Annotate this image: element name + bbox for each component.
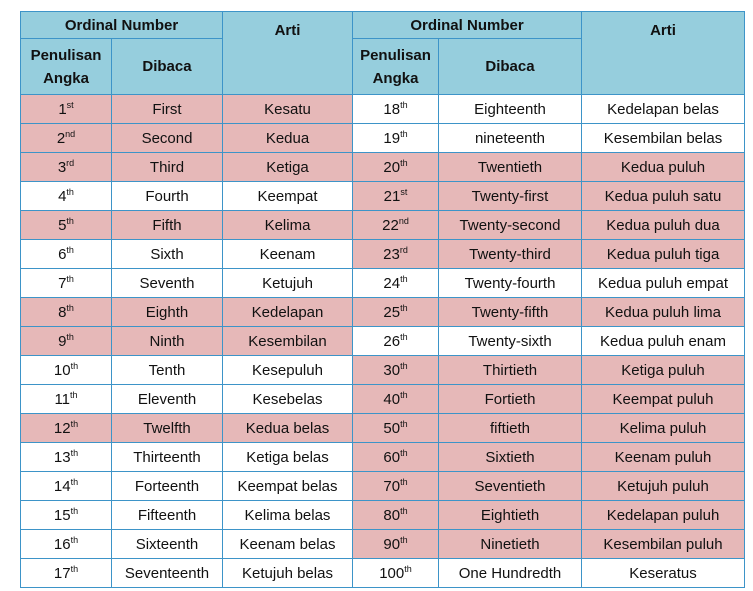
arti-cell: Ketiga puluh (582, 356, 745, 385)
ordinal-suffix: th (66, 302, 74, 313)
dibaca-cell: Twenty-fifth (439, 298, 582, 327)
ordinal-suffix: th (70, 418, 79, 429)
table-row (21, 414, 745, 443)
ordinal-number: 80 (383, 506, 401, 524)
dibaca-cell: Seventeenth (112, 559, 223, 588)
arti-cell: Kedua puluh (582, 153, 745, 182)
ordinal-number-cell (353, 95, 439, 124)
ordinal-number: 4 (58, 187, 67, 205)
dibaca-cell: Fifth (112, 211, 223, 240)
ordinal-suffix: th (400, 273, 408, 284)
header-row-group (21, 12, 745, 39)
arti-cell: Kedelapan puluh (582, 501, 745, 530)
ordinal-number: 70 (383, 477, 401, 495)
ordinal-number-cell (353, 124, 439, 153)
ordinal-number-cell (353, 327, 439, 356)
ordinal-number-cell (21, 472, 112, 501)
table-row (21, 501, 745, 530)
arti-cell: Ketujuh (223, 269, 353, 298)
penulisan-line2: Angka (43, 69, 89, 87)
arti-cell: Keempat (223, 182, 353, 211)
ordinal-number: 14 (53, 477, 71, 495)
arti-header-right: Arti (582, 12, 745, 95)
ordinal-number-cell (21, 501, 112, 530)
dibaca-cell: Sixteenth (112, 530, 223, 559)
table-row (21, 124, 745, 153)
ordinal-suffix: th (66, 331, 74, 342)
dibaca-cell: First (112, 95, 223, 124)
ordinal-suffix: th (400, 389, 408, 400)
ordinal-number: 16 (53, 535, 71, 553)
arti-cell: Ketiga (223, 153, 353, 182)
ordinal-number: 30 (383, 361, 401, 379)
ordinal-number-table (20, 11, 745, 588)
arti-cell: Keenam (223, 240, 353, 269)
ordinal-suffix: th (66, 215, 74, 226)
ordinal-suffix: th (400, 302, 408, 313)
ordinal-number: 20 (383, 158, 401, 176)
table-row (21, 95, 745, 124)
ordinal-number-cell (353, 240, 439, 269)
dibaca-cell: fiftieth (439, 414, 582, 443)
table-row (21, 240, 745, 269)
ordinal-suffix: th (66, 186, 74, 197)
arti-cell: Keenam belas (223, 530, 353, 559)
arti-cell: Keempat belas (223, 472, 353, 501)
ordinal-number: 21 (383, 187, 401, 205)
ordinal-suffix: th (66, 273, 74, 284)
ordinal-suffix: th (400, 157, 408, 168)
dibaca-cell: Second (112, 124, 223, 153)
ordinal-suffix: th (70, 505, 79, 516)
ordinal-suffix: th (70, 476, 79, 487)
arti-cell: Kedua belas (223, 414, 353, 443)
dibaca-cell: Thirteenth (112, 443, 223, 472)
arti-cell: Kedua (223, 124, 353, 153)
ordinal-number-cell (21, 530, 112, 559)
arti-cell: Kedua puluh enam (582, 327, 745, 356)
dibaca-cell: Twenty-third (439, 240, 582, 269)
dibaca-cell: Seventh (112, 269, 223, 298)
ordinal-number-cell (21, 385, 112, 414)
ordinal-number-cell (353, 501, 439, 530)
ordinal-number: 18 (383, 100, 401, 118)
ordinal-number-cell (353, 211, 439, 240)
dibaca-cell: Twentieth (439, 153, 582, 182)
ordinal-number: 23 (383, 245, 400, 263)
ordinal-number: 8 (58, 303, 67, 321)
ordinal-number-cell (21, 298, 112, 327)
dibaca-cell: Twenty-sixth (439, 327, 582, 356)
arti-cell: Kedua puluh satu (582, 182, 745, 211)
ordinal-number-cell (21, 443, 112, 472)
table-row (21, 530, 745, 559)
ordinal-number: 6 (58, 245, 67, 263)
arti-cell: Kedua puluh tiga (582, 240, 745, 269)
table-row (21, 153, 745, 182)
ordinal-suffix: st (66, 99, 74, 110)
ordinal-number-cell (353, 443, 439, 472)
ordinal-number: 3 (57, 158, 67, 176)
ordinal-suffix: th (70, 447, 79, 458)
ordinal-number-cell (353, 530, 439, 559)
arti-cell: Ketiga belas (223, 443, 353, 472)
ordinal-suffix: th (400, 418, 408, 429)
ordinal-number-cell (21, 559, 112, 588)
dibaca-header-right: Dibaca (439, 39, 582, 95)
dibaca-cell: Fourth (112, 182, 223, 211)
dibaca-cell: nineteenth (439, 124, 582, 153)
dibaca-cell: Eightieth (439, 501, 582, 530)
arti-cell: Kedua puluh dua (582, 211, 745, 240)
ordinal-suffix: th (70, 534, 79, 545)
dibaca-cell: Third (112, 153, 223, 182)
dibaca-cell: Twenty-fourth (439, 269, 582, 298)
arti-cell: Kedua puluh empat (582, 269, 745, 298)
ordinal-number: 24 (383, 274, 401, 292)
ordinal-suffix: th (400, 447, 408, 458)
ordinal-number-cell (353, 153, 439, 182)
ordinal-number-cell (353, 182, 439, 211)
ordinal-number-cell (21, 356, 112, 385)
dibaca-cell: Forteenth (112, 472, 223, 501)
ordinal-number: 11 (54, 390, 71, 408)
arti-cell: Ketujuh belas (223, 559, 353, 588)
ordinal-number-cell (353, 472, 439, 501)
dibaca-cell: Twenty-second (439, 211, 582, 240)
group-title-left: Ordinal Number (21, 12, 223, 39)
dibaca-cell: Tenth (112, 356, 223, 385)
ordinal-number: 40 (383, 390, 401, 408)
arti-cell: Kelima belas (223, 501, 353, 530)
ordinal-suffix: th (400, 476, 408, 487)
ordinal-number: 1 (58, 100, 67, 118)
dibaca-cell: Ninetieth (439, 530, 582, 559)
dibaca-cell: Fortieth (439, 385, 582, 414)
ordinal-suffix: th (70, 389, 78, 400)
ordinal-number: 2 (56, 129, 66, 147)
ordinal-suffix: th (70, 563, 79, 574)
ordinal-number: 90 (383, 535, 401, 553)
ordinal-number: 100 (379, 564, 405, 582)
ordinal-number: 26 (383, 332, 401, 350)
ordinal-suffix: st (400, 186, 408, 197)
penulisan-angka-header-right (353, 39, 439, 95)
ordinal-number: 25 (383, 303, 401, 321)
group-title-right: Ordinal Number (353, 12, 582, 39)
dibaca-cell: Thirtieth (439, 356, 582, 385)
table-row (21, 356, 745, 385)
ordinal-number-cell (21, 124, 112, 153)
ordinal-number-cell (21, 95, 112, 124)
ordinal-suffix: th (400, 99, 408, 110)
ordinal-suffix: nd (398, 215, 409, 226)
arti-cell: Kelima puluh (582, 414, 745, 443)
arti-cell: Kesatu (223, 95, 353, 124)
arti-cell: Keseratus (582, 559, 745, 588)
ordinal-number-cell (353, 356, 439, 385)
ordinal-number-cell (21, 414, 112, 443)
ordinal-number: 9 (58, 332, 67, 350)
table-row (21, 385, 745, 414)
dibaca-cell: Seventieth (439, 472, 582, 501)
dibaca-cell: Sixtieth (439, 443, 582, 472)
ordinal-number: 10 (53, 361, 71, 379)
ordinal-number-cell (21, 269, 112, 298)
ordinal-suffix: th (70, 360, 79, 371)
table-row (21, 443, 745, 472)
ordinal-suffix: rd (399, 244, 408, 255)
dibaca-cell: Ninth (112, 327, 223, 356)
ordinal-number: 12 (53, 419, 71, 437)
ordinal-suffix: th (400, 360, 408, 371)
dibaca-cell: Twelfth (112, 414, 223, 443)
ordinal-number: 15 (53, 506, 71, 524)
ordinal-number: 7 (58, 274, 67, 292)
ordinal-suffix: rd (66, 157, 75, 168)
ordinal-suffix: th (400, 505, 408, 516)
ordinal-suffix: nd (65, 128, 76, 139)
ordinal-number: 5 (58, 216, 67, 234)
arti-cell: Kesepuluh (223, 356, 353, 385)
arti-cell: Kesembilan belas (582, 124, 745, 153)
ordinal-suffix: th (404, 563, 412, 574)
dibaca-cell: Sixth (112, 240, 223, 269)
ordinal-number: 60 (383, 448, 401, 466)
ordinal-number-cell (21, 211, 112, 240)
arti-cell: Kedelapan belas (582, 95, 745, 124)
ordinal-suffix: th (400, 128, 408, 139)
arti-header-left: Arti (223, 12, 353, 95)
penulisan-angka-header-left (21, 39, 112, 95)
table-row (21, 559, 745, 588)
ordinal-number-cell (353, 385, 439, 414)
ordinal-number: 17 (53, 564, 71, 582)
arti-cell: Kedelapan (223, 298, 353, 327)
dibaca-cell: One Hundredth (439, 559, 582, 588)
dibaca-cell: Eighteenth (439, 95, 582, 124)
dibaca-header-left: Dibaca (112, 39, 223, 95)
ordinal-number-cell (21, 240, 112, 269)
arti-cell: Kedua puluh lima (582, 298, 745, 327)
table-row (21, 327, 745, 356)
table-row (21, 298, 745, 327)
ordinal-number: 13 (53, 448, 71, 466)
ordinal-suffix: th (66, 244, 74, 255)
table-body (21, 95, 745, 588)
penulisan-line2: Angka (372, 69, 419, 87)
ordinal-number: 50 (383, 419, 401, 437)
ordinal-suffix: th (400, 534, 408, 545)
arti-cell: Keempat puluh (582, 385, 745, 414)
ordinal-number-cell (21, 327, 112, 356)
penulisan-line1: Penulisan (30, 46, 102, 64)
ordinal-number-cell (353, 414, 439, 443)
dibaca-cell: Eleventh (112, 385, 223, 414)
arti-cell: Kelima (223, 211, 353, 240)
ordinal-number-cell (353, 298, 439, 327)
table-row (21, 182, 745, 211)
dibaca-cell: Fifteenth (112, 501, 223, 530)
dibaca-cell: Eighth (112, 298, 223, 327)
ordinal-number: 19 (383, 129, 401, 147)
ordinal-number-cell (353, 269, 439, 298)
arti-cell: Ketujuh puluh (582, 472, 745, 501)
penulisan-line1: Penulisan (360, 46, 431, 64)
ordinal-number-cell (353, 559, 439, 588)
ordinal-number-cell (21, 182, 112, 211)
arti-cell: Kesembilan (223, 327, 353, 356)
table-row (21, 269, 745, 298)
table-row (21, 472, 745, 501)
ordinal-suffix: th (400, 331, 408, 342)
table-row (21, 211, 745, 240)
ordinal-number: 22 (382, 216, 399, 234)
dibaca-cell: Twenty-first (439, 182, 582, 211)
arti-cell: Kesembilan puluh (582, 530, 745, 559)
arti-cell: Keenam puluh (582, 443, 745, 472)
arti-cell: Kesebelas (223, 385, 353, 414)
ordinal-number-cell (21, 153, 112, 182)
